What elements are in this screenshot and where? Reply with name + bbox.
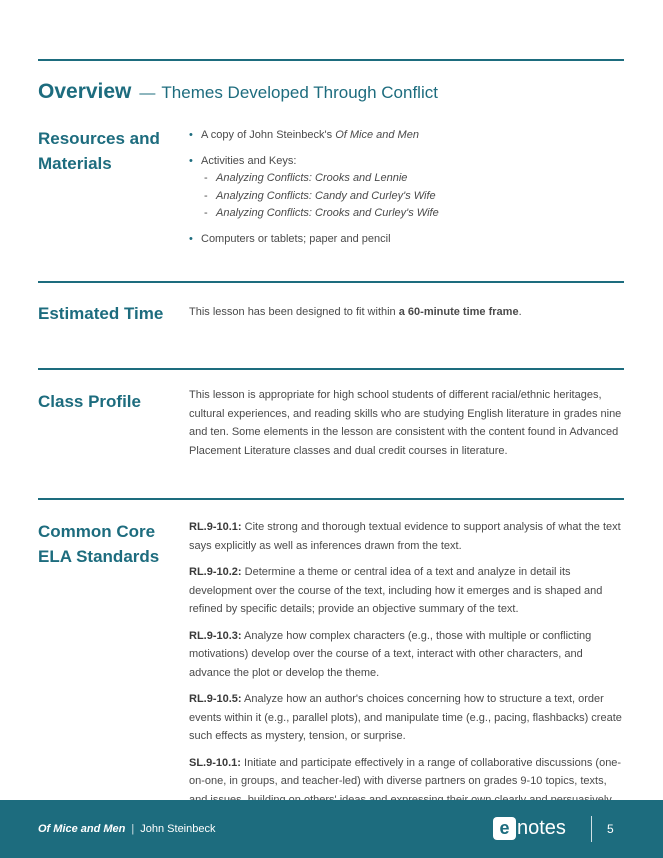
activity-item: - Analyzing Conflicts: Candy and Curley's Wife [204,189,436,202]
standards-heading: Common Core ELA Standards [38,522,160,566]
standard-item: RL.9-10.1: Cite strong and thorough textual evidence to support analysis of what the text says explicitly as well as inferences drawn from the text. [189,521,621,552]
standard-item: RL.9-10.2: Determine a theme or central idea of a text and analyze in detail its development over the course of the text, including how it emerges and is shaped and refined by specific details; provide an objective summary of the text. [189,566,603,615]
title-separator: — [139,85,156,102]
profile-text: This lesson is appropriate for high school students of different racial/ethnic heritages, cultural experiences, and reading skills who are studying English literature in grades nine and ten. Some elements in the lesson are consistent with the content found in Advanced Placement Literature classes and dual credit courses in literature. [189,389,622,457]
standard-item: RL.9-10.3: Analyze how complex characters (e.g., those with multiple or conflicting motivations) develop over the course of a text, interact with other characters, and advance the plot or develop the theme. [189,629,592,679]
section-rule [38,368,624,370]
footer-author: John Steinbeck [140,823,216,835]
enotes-logo-icon: e [493,817,516,840]
list-item: • Activities and Keys: - Analyzing Conflicts: Crooks and Lennie - Analyzing Conflicts: Candy and Curley's Wife - Analyzing Conflicts: Crooks and Curley's Wife [189,152,623,223]
resources-heading: Resources and Materials [38,129,160,173]
title-main: Overview [38,80,132,103]
list-item: • Computers or tablets; paper and pencil [189,230,623,249]
page-title [38,80,438,104]
list-item: • A copy of John Steinbeck's Of Mice and Men [189,126,623,145]
footer-book-title: Of Mice and Men [38,823,126,835]
enotes-logo [493,816,566,840]
activity-item: - Analyzing Conflicts: Crooks and Lennie [204,172,408,184]
time-heading: Estimated Time [38,304,164,323]
title-subtitle: Themes Developed Through Conflict [161,83,438,102]
standard-item: SL.9-10.1: Initiate and participate effectively in a range of collaborative discussions (one-on-one, in groups, and teacher-led) with diverse partners on grades 9-10 topics, texts, [189,756,622,787]
top-rule [38,59,624,61]
footer-divider: | [131,823,135,835]
time-frame-bold: a 60-minute time frame [398,306,519,318]
resources-list [189,126,623,255]
standard-item: RL.9-10.5: Analyze how an author's choices concerning how to structure a text, order events within it (e.g., parallel plots), and manipulate time (e.g., pacing, flashbacks) create such effects as mystery, tension, or surprise. [189,693,622,742]
page-number: 5 [607,822,614,836]
book-title-italic: Of Mice and Men [335,129,419,141]
enotes-logo-text: notes [517,816,566,839]
standards-list [189,518,623,817]
profile-heading: Class Profile [38,392,141,411]
section-rule [38,281,624,283]
footer-vertical-divider [591,816,592,842]
time-text: This lesson has been designed to fit within a 60-minute time frame. [189,306,522,318]
footer-book [38,823,215,835]
footer [0,800,663,858]
section-rule [38,498,624,500]
activity-item: - Analyzing Conflicts: Crooks and Curley's Wife [204,207,439,219]
